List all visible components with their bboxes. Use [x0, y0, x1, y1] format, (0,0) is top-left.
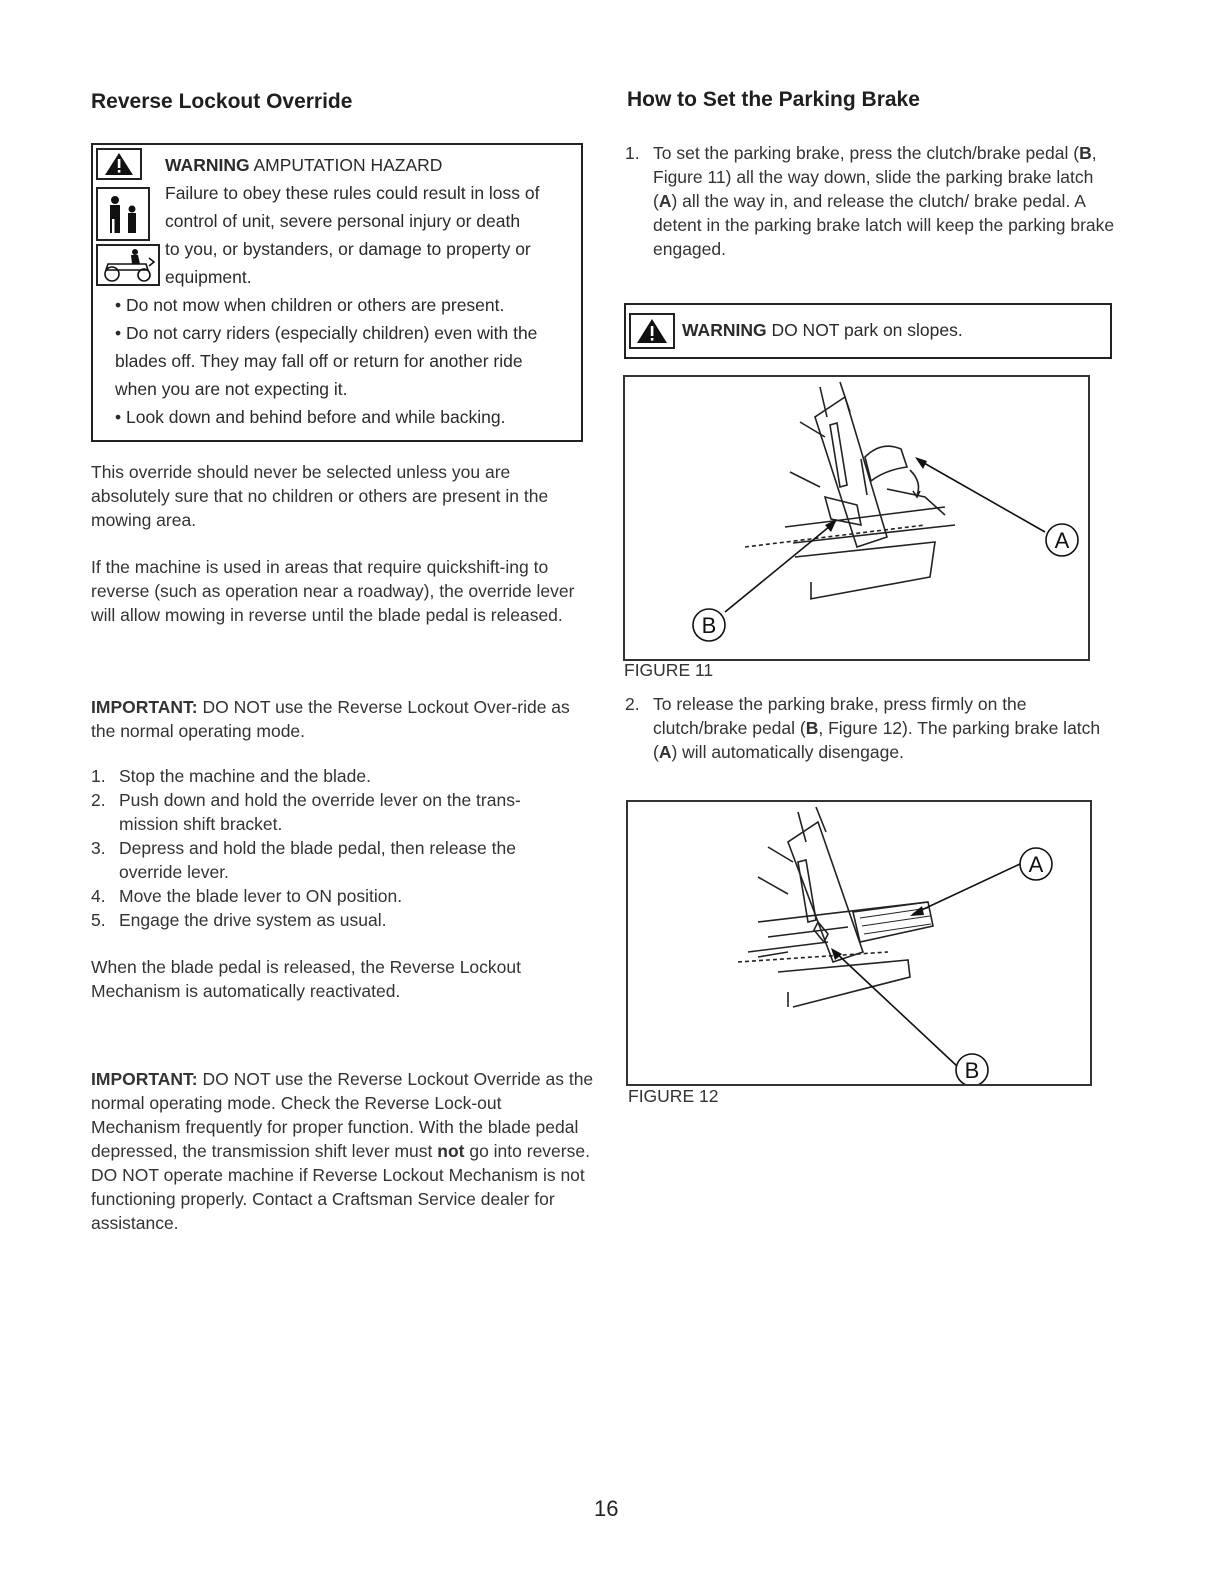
- list-item: [91, 908, 577, 932]
- warning-title: [165, 151, 575, 179]
- figure-12-caption: FIGURE 12: [628, 1086, 719, 1106]
- step-number: 2.: [91, 790, 106, 810]
- list-item: [625, 141, 1121, 261]
- step-text: ) will automatically disengage.: [671, 742, 904, 762]
- important-note-1: [91, 695, 577, 743]
- step-text: , Figure 11) all the way down, slide the parking brake latch (: [653, 143, 1097, 211]
- warning-line: Failure to obey these rules could result in loss of: [165, 183, 540, 203]
- step-text: To set the parking brake, press the clutch/brake pedal (: [653, 143, 1080, 163]
- step-number: 2.: [625, 694, 640, 714]
- warning-message: [165, 179, 577, 291]
- warning-label: WARNING: [165, 155, 250, 175]
- warning-label: WARNING: [682, 320, 767, 340]
- step-number: 5.: [91, 910, 106, 930]
- list-item: [91, 788, 577, 836]
- step-text: Depress and hold the blade pedal, then release the override lever.: [119, 838, 516, 882]
- riding-mower-icon: [96, 244, 160, 286]
- warning-bullet: • Look down and behind before and while backing.: [115, 407, 506, 427]
- important-text: DO NOT use the Reverse Lockout Over-ride as the normal operating mode.: [91, 697, 570, 741]
- step-text: Stop the machine and the blade.: [119, 766, 371, 786]
- release-steps-list: [625, 692, 1121, 764]
- list-item: [91, 884, 577, 908]
- section-heading-parking-brake: How to Set the Parking Brake: [627, 88, 920, 111]
- amputation-warning-box: [91, 143, 583, 442]
- important-emphasis: not: [437, 1141, 465, 1161]
- quickshift-paragraph: If the machine is used in areas that require quickshift-ing to reverse (such as operation near a roadway), the override lever will allow mowing in reverse until the blade pedal is released.: [91, 557, 575, 625]
- warning-bullet: blades off. They may fall off or return for another ride: [115, 351, 523, 371]
- warning-message: DO NOT park on slopes.: [766, 320, 963, 340]
- important-note-2: [91, 1067, 595, 1235]
- warning-bullet: when you are not expecting it.: [115, 379, 348, 399]
- override-steps-list: [91, 764, 577, 932]
- step-ref: B: [1079, 143, 1092, 163]
- step-number: 3.: [91, 838, 106, 858]
- parking-step-2: [625, 692, 1121, 764]
- step-text: Push down and hold the override lever on the trans-mission shift bracket.: [119, 790, 521, 834]
- warning-line: equipment.: [165, 267, 252, 287]
- step-ref: A: [658, 191, 672, 211]
- list-item: [625, 692, 1121, 764]
- warning-line: control of unit, severe personal injury or death: [165, 211, 521, 231]
- callout-b: B: [964, 1058, 980, 1083]
- figure-12-illustration: [626, 800, 1092, 1086]
- callout-a: A: [1028, 852, 1044, 877]
- list-item: [91, 764, 577, 788]
- slope-warning-text: [682, 316, 963, 344]
- section-heading-reverse-lockout: Reverse Lockout Override: [91, 90, 353, 113]
- warning-bullets: [115, 291, 577, 431]
- important-label: IMPORTANT:: [91, 1069, 198, 1089]
- parking-brake-release-diagram: [628, 802, 1090, 1084]
- step-number: 1.: [625, 143, 640, 163]
- bystander-icon: [96, 187, 150, 241]
- override-caution-paragraph: This override should never be selected unless you are absolutely sure that no children or others are present in the mowing area.: [91, 462, 549, 530]
- warning-bullet: • Do not carry riders (especially children) even with the: [115, 323, 538, 343]
- warning-bullet: • Do not mow when children or others are present.: [115, 295, 505, 315]
- important-label: IMPORTANT:: [91, 697, 198, 717]
- step-text: , Figure 12). The parking brake latch (: [653, 718, 1101, 762]
- step-text: ) all the way in, and release the clutch/ brake pedal. A detent in the parking brake latch will keep the parking brake engaged.: [653, 191, 1115, 259]
- list-item: [91, 836, 577, 884]
- figure-11-caption: FIGURE 11: [624, 660, 714, 680]
- warning-triangle-icon: [96, 148, 142, 180]
- warning-triangle-icon: [629, 313, 675, 349]
- callout-a: A: [1054, 528, 1070, 553]
- important-text: DO NOT use the Reverse Lockout Override as the normal operating mode. Check the Reverse Lock-out Mechanism frequently for proper function. With the blade pedal depressed, the transmission shift lever must: [91, 1069, 594, 1161]
- parking-step-1: [625, 141, 1121, 261]
- parking-brake-engage-diagram: [625, 377, 1088, 659]
- step-ref: B: [805, 718, 819, 738]
- step-number: 4.: [91, 886, 106, 906]
- step-number: 1.: [91, 766, 106, 786]
- callout-b: B: [701, 613, 717, 638]
- important-text: go into reverse. DO NOT operate machine if Reverse Lockout Mechanism is not functioning properly. Contact a Craftsman Service dealer for assistance.: [91, 1141, 590, 1233]
- step-text: Engage the drive system as usual.: [119, 910, 387, 930]
- figure-11-illustration: [623, 375, 1090, 661]
- warning-line: to you, or bystanders, or damage to property or: [165, 239, 531, 259]
- page-number: 16: [594, 1496, 619, 1521]
- slope-warning-box: [624, 303, 1112, 359]
- step-text: Move the blade lever to ON position.: [119, 886, 403, 906]
- warning-hazard: AMPUTATION HAZARD: [253, 155, 443, 175]
- reactivation-paragraph: When the blade pedal is released, the Reverse Lockout Mechanism is automatically reactivated.: [91, 957, 521, 1001]
- parking-steps-list: [625, 141, 1121, 261]
- step-text: To release the parking brake, press firmly on the clutch/brake pedal (: [653, 694, 1027, 738]
- step-ref: A: [658, 742, 672, 762]
